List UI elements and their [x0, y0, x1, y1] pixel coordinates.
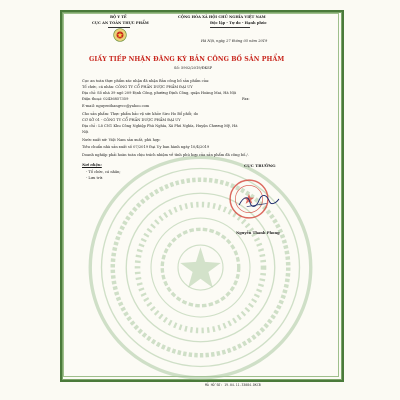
- body-line-confirmation: Cục an toàn thực phẩm xác nhận đã nhận Bản công bố sản phẩm của:: [82, 79, 210, 83]
- recipients-heading: Nơi nhận:: [82, 163, 102, 167]
- body-line-facility-address-cont: Nội: [82, 130, 89, 134]
- body-line-standard: Tiêu chuẩn nhà sản xuất số 07/2019 Đại Uy ban hành ngày 10/4/2019: [82, 145, 210, 149]
- body-line-phone: Điện thoại: 02436857359: [82, 97, 129, 101]
- signature-icon: [236, 192, 282, 212]
- recipient-item: - Lưu trữ.: [86, 176, 104, 180]
- document-title: GIẤY TIẾP NHẬN ĐĂNG KÝ BẢN CÔNG BỐ SẢN PHẨM: [89, 56, 285, 63]
- dossier-code: MÃ HỒ SƠ: 19.04.11.33084.DKCB: [205, 383, 261, 387]
- body-line-facility-address: Địa chỉ : Lô CN1 Khu Công Nghiệp Phú Nghĩa, Xã Phú Nghĩa, Huyện Chương Mỹ, Hà: [82, 124, 238, 128]
- body-line-organization: Tổ chức, cá nhân: CÔNG TY CỔ PHẦN DƯỢC PHẨM ĐẠI UY: [82, 85, 193, 89]
- header-left-underline: [108, 27, 130, 28]
- place-date: Hà Nội, ngày 27 tháng 05 năm 2019: [201, 39, 268, 43]
- body-line-facility: CƠ SỞ 01 - CÔNG TY CỔ PHẦN DƯỢC PHẨM ĐẠI UY: [82, 118, 181, 122]
- country-name: CỘNG HÒA XÃ HỘI CHỦ NGHĨA VIỆT NAM: [178, 15, 266, 19]
- ministry-emblem-icon: [113, 28, 127, 42]
- document-number: Số: 5902/2019/ĐKSP: [174, 66, 213, 70]
- signatory-name: Nguyễn Thanh Phong: [236, 231, 280, 235]
- body-line-address: Địa chỉ: Số nhà 39 ngõ 209 Định Công, phường Định Công, quận Hoàng Mai, Hà Nội: [82, 91, 237, 95]
- body-line-email: E-mail: nguyenthangvcc@yahoo.com: [82, 104, 150, 108]
- body-line-fax: Fax:: [242, 97, 250, 101]
- body-line-origin: Nước xuất xứ: Việt Nam sản xuất, phù hợp:: [82, 138, 161, 142]
- department-name: CỤC AN TOÀN THỰC PHẨM: [92, 21, 149, 25]
- national-motto: Độc lập - Tự do - Hạnh phúc: [210, 21, 267, 25]
- ministry-name: BỘ Y TẾ: [110, 15, 127, 19]
- header-right-underline: [210, 27, 250, 28]
- body-line-responsibility: Doanh nghiệp phải hoàn toàn chịu trách nhiệm về tính phù hợp của sản phẩm đã công bố./.: [82, 153, 249, 157]
- drum-watermark-icon: [88, 155, 313, 380]
- signatory-title: CỤC TRƯỞNG: [244, 163, 276, 168]
- body-line-product: Cho sản phẩm: Thực phẩm bảo vệ sức khỏe Siro Ho Bổ phổi; do: [82, 112, 199, 116]
- recipient-item: - Tổ chức, cá nhân;: [86, 170, 121, 174]
